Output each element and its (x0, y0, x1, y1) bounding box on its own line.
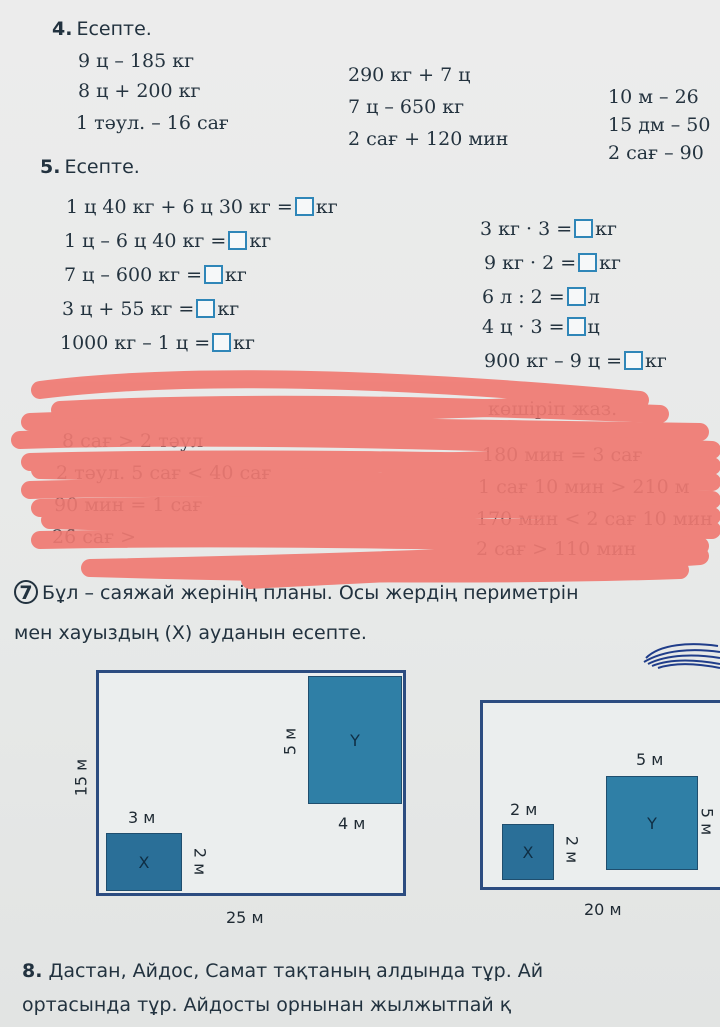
answer-box[interactable] (567, 287, 586, 306)
task4-col1-row1: 9 ц – 185 кг (78, 50, 195, 72)
answer-box[interactable] (567, 317, 586, 336)
task4-col1-row3: 1 тәул. – 16 сағ (76, 112, 229, 134)
task6-right-row2: 1 сағ 10 мин > 210 м (478, 476, 690, 498)
plan2-x-width-label: 2 м (510, 800, 538, 819)
plan1-width-label: 25 м (226, 908, 264, 927)
task5-left-row2: 1 ц – 6 ц 40 кг = кг (64, 230, 272, 252)
task6-heading-tail: көшіріп жаз. (488, 398, 618, 420)
task6-left-row1: 8 сағ > 2 тәул (62, 430, 204, 452)
answer-box[interactable] (212, 333, 231, 352)
answer-box[interactable] (228, 231, 247, 250)
answer-box[interactable] (204, 265, 223, 284)
plan2-width-label: 20 м (584, 900, 622, 919)
task8-line1: 8. Дастан, Айдос, Самат тақтаның алдында тұр. Ай (22, 960, 544, 982)
task7-line2: мен хауыздың (X) ауданын есепте. (14, 622, 367, 644)
answer-box[interactable] (196, 299, 215, 318)
task5-right-row3: 6 л : 2 = л (482, 286, 600, 308)
task5-right-row2: 9 кг · 2 = кг (484, 252, 621, 274)
task5-left-row1: 1 ц 40 кг + 6 ц 30 кг = кг (66, 196, 338, 218)
task6-left-row2: 2 тәул. 5 сағ < 40 сағ (56, 462, 272, 484)
task6-left-row4: 26 сағ > (52, 526, 137, 548)
task5-right-row5: 900 кг – 9 ц = кг (484, 350, 667, 372)
task4-col2-row2: 7 ц – 650 кг (348, 96, 465, 118)
task5-right-row1: 3 кг · 3 = кг (480, 218, 617, 240)
answer-box[interactable] (578, 253, 597, 272)
task6-right-row3: 170 мин < 2 сағ 10 мин (476, 508, 713, 530)
plan1-height-label: 15 м (71, 758, 91, 797)
task4-col2-row3: 2 сағ + 120 мин (348, 128, 509, 150)
task5-right-row4: 4 ц · 3 = ц (482, 316, 600, 338)
task7-number-circle: 7 (14, 580, 38, 604)
plan1-y-height-label: 5 м (280, 727, 300, 756)
task5-left-row3: 7 ц – 600 кг = кг (64, 264, 247, 286)
answer-box[interactable] (295, 197, 314, 216)
answer-box[interactable] (574, 219, 593, 238)
task4-heading: 4. Есепте. (52, 18, 152, 40)
plan2-y-width-label: 5 м (636, 750, 664, 769)
plan1-area-y: Y (308, 676, 402, 804)
task7-line1: 7 Бұл – саяжай жерінің планы. Осы жердің периметрін (14, 580, 579, 604)
task8-line2: ортасында тұр. Айдосты орнынан жылжытпай қ (22, 994, 512, 1016)
plan2-x-height-label: 2 м (562, 835, 582, 864)
task5-heading: 5. Есепте. (40, 156, 140, 178)
task4-col2-row1: 290 кг + 7 ц (348, 64, 471, 86)
task4-col3-row1: 10 м – 26 (608, 86, 699, 108)
plan2-area-y: Y (606, 776, 698, 870)
task6-left-row3: 90 мин = 1 сағ (54, 494, 203, 516)
plan1-y-width-label: 4 м (338, 814, 366, 833)
task4-col1-row2: 8 ц + 200 кг (78, 80, 201, 102)
plan1-pool-x: X (106, 833, 182, 891)
task6-right-row1: 180 мин = 3 сағ (482, 444, 643, 466)
task4-col3-row3: 2 сағ – 90 (608, 142, 704, 164)
plan2-y-height-label: 5 м (697, 807, 717, 836)
plan1-x-width-label: 3 м (128, 808, 156, 827)
plan1-x-height-label: 2 м (190, 847, 210, 876)
task5-left-row4: 3 ц + 55 кг = кг (62, 298, 240, 320)
plan2-pool-x: X (502, 824, 554, 880)
task5-left-row5: 1000 кг – 1 ц = кг (60, 332, 255, 354)
task6-right-row4: 2 сағ > 110 мин (476, 538, 637, 560)
ink-scribble (640, 634, 720, 674)
answer-box[interactable] (624, 351, 643, 370)
task4-col3-row2: 15 дм – 50 (608, 114, 711, 136)
